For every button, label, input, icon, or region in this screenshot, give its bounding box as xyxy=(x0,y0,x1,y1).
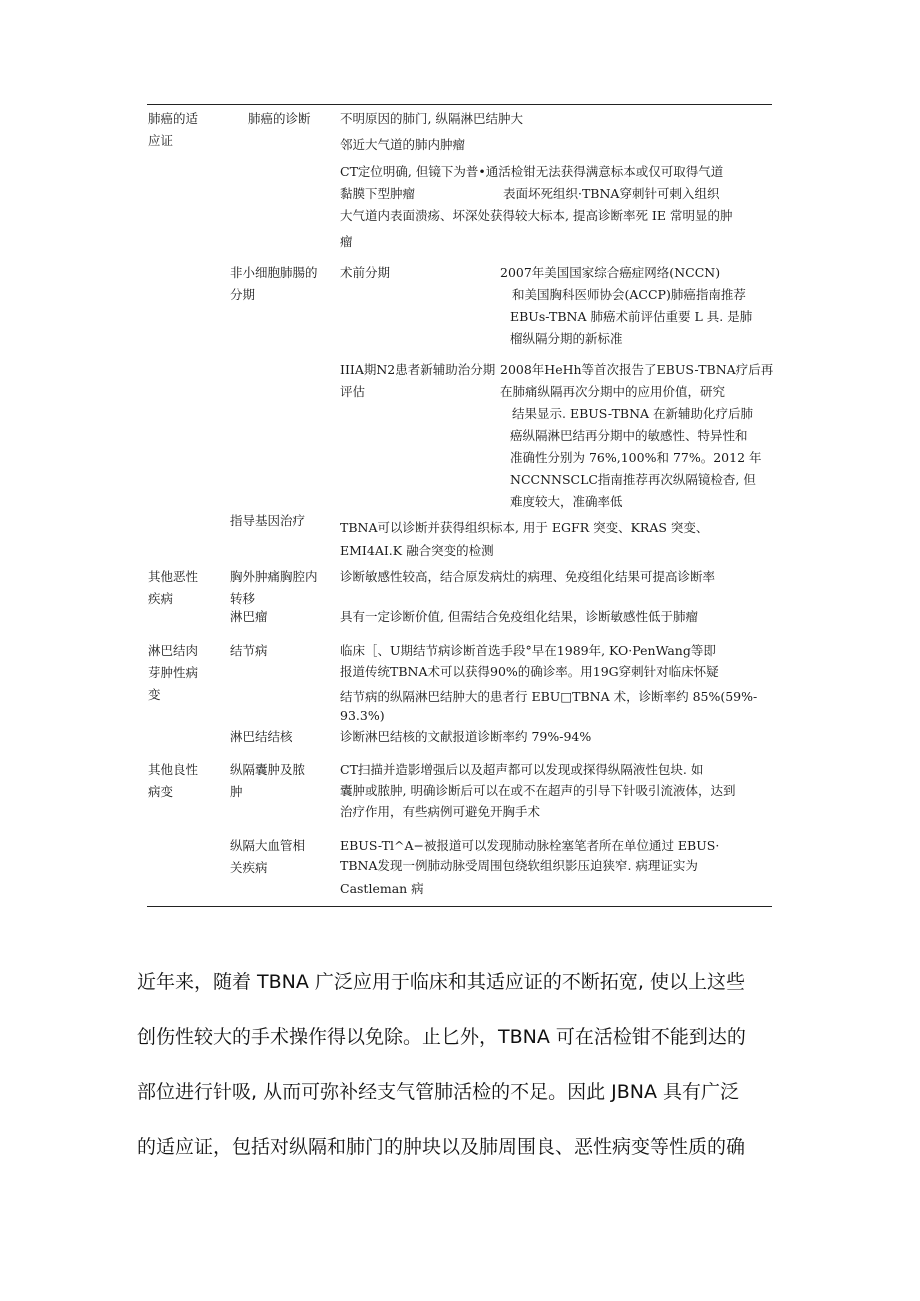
paragraph-line: 部位进行针吸, 从而可弥补经支气管肺活检的不足。因此 JBNA 具有广泛 xyxy=(137,1081,740,1103)
detail-line: 具有一定诊断价值, 但需结合免疫组化结果，诊断敏感性低于肺瘤 xyxy=(340,609,698,624)
detail-line: 表面坏死组织·TBNA穿刺针可剌入组织 xyxy=(503,186,720,201)
table-top-rule xyxy=(147,104,772,105)
detail-line: 囊肿或脓肿, 明确诊断后可以在或不在超声的引导下针吸引流液体，达到 xyxy=(340,783,736,798)
subcategory-cell: 纵隔囊肿及脓肿 xyxy=(230,762,306,799)
detail-line: CT扫描并造影增强后以及超声都可以发现或探得纵隔液性包块. 如 xyxy=(340,762,704,777)
entry-desc-line: 2008年HeHh等首次报告了EBUS-TBNA疗后再 xyxy=(500,362,774,377)
entry-label: 术前分期 xyxy=(340,265,391,280)
detail-line: 93.3%) xyxy=(340,708,385,723)
detail-line: Castleman 病 xyxy=(340,881,424,896)
detail-line: CT定位明确, 但镜下为普•通活检钳无法获得满意标本或仅可取得气道 xyxy=(340,164,724,179)
detail-line: 诊断淋巴结核的文献报道诊断率约 79%-94% xyxy=(340,729,592,744)
entry-desc-line: 2007年美国国家综合癌症网络(NCCN) xyxy=(500,265,721,280)
detail-line: EBUS-Tl^A−被报道可以发现肺动脉栓塞笔者所在单位通过 EBUS· xyxy=(340,838,720,853)
subcategory-cell: 结节病 xyxy=(230,643,268,658)
detail-line: 瘤 xyxy=(340,234,353,249)
detail-line: 邻近大气道的肺内肿瘤 xyxy=(340,137,466,152)
category-cell: 其他恶性疾病 xyxy=(148,569,199,606)
detail-line: 报道传统TBNA术可以获得90%的确诊率。用19G穿刺针对临床怀疑 xyxy=(340,664,719,679)
entry-desc-line: 结果显示. EBUS-TBNA 在新辅助化疗后肺 xyxy=(512,406,754,421)
subcategory-cell: 淋巴结结核 xyxy=(230,729,293,744)
paragraph-line: 近年来，随着 TBNA 广泛应用于临床和其适应证的不断拓宽, 使以上这些 xyxy=(137,971,746,993)
body-paragraph xyxy=(137,967,787,1187)
entry-desc-line: 榴纵隔分期的新标准 xyxy=(510,331,623,346)
detail-line: 黏膜下型肿瘤 xyxy=(340,186,416,201)
detail-line: 诊断敏感性较高，结合原发病灶的病理、免疫组化结果可提高诊断率 xyxy=(340,569,716,584)
paragraph-line: 创伤性较大的手术操作得以免除。止匕外，TBNA 可在活检钳不能到达的 xyxy=(137,1026,746,1048)
detail-line: 临床［、U期结节病诊断首选手段°早在1989年, KO·PenWang等即 xyxy=(340,643,716,658)
paragraph-line: 的适应证，包括对纵隔和肺门的肿块以及肺周围良、恶性病变等性质的确 xyxy=(137,1136,746,1158)
entry-desc-line: 癌纵隔淋巴结再分期中的敏感性、特异性和 xyxy=(510,428,748,443)
category-cell: 其他良性病变 xyxy=(148,762,199,799)
entry-desc-line: 在肺痛纵隔再次分期中的应用价值，研究 xyxy=(500,384,726,399)
table-bottom-rule xyxy=(147,906,772,907)
entry-desc-line: 难度较大，准确率低 xyxy=(510,494,623,509)
entry-desc-line: NCCNNSCLC指南推荐再次纵隔镜检杳, 但 xyxy=(510,472,756,487)
detail-line: TBNA可以诊断并获得组织标本, 用于 EGFR 突变、KRAS 突变、 xyxy=(340,520,709,535)
detail-line: TBNA发现一例肺动脉受周围包绕软组织影压迫狭窄. 病理证实为 xyxy=(340,858,698,873)
category-cell: 肺癌的适应证 xyxy=(148,111,199,148)
entry-desc-line: 准确性分别为 76%,100%和 77%。2012 年 xyxy=(510,450,762,465)
detail-line: EMI4AI.K 融合突变的检测 xyxy=(340,543,494,558)
entry-desc-line: EBUs-TBNA 肺癌术前评估重要 L 具. 是肺 xyxy=(510,309,753,324)
subcategory-cell: 纵隔大血管相关疾病 xyxy=(230,838,306,875)
entry-label: IIIA期N2患者新辅助治分期评估 xyxy=(340,362,496,399)
detail-line: 大气道内表面溃疡、坏深处获得较大标本, 提高诊断率死 IE 常明显的肿 xyxy=(340,208,733,223)
subcategory-cell: 指导基因治疗 xyxy=(230,513,306,528)
detail-line: 结节病的纵隔淋巴结肿大的患者行 EBU□TBNA 术，诊断率约 85%(59%- xyxy=(340,689,758,704)
subcategory-cell: 肺癌的诊断 xyxy=(248,111,311,126)
subcategory-cell: 非小细胞肺腸的分期 xyxy=(230,265,318,302)
entry-desc-line: 和美国胸科医师协会(ACCP)肺癌指南推荐 xyxy=(512,287,746,302)
subcategory-cell: 淋巴瘤 xyxy=(230,609,268,624)
category-cell: 淋巴结肉芽肿性病变 xyxy=(148,643,199,702)
subcategory-cell: 胸外肿痛胸腔内转移 xyxy=(230,569,318,606)
detail-line: 不明原因的肺门, 纵隔淋巴结肿大 xyxy=(340,111,523,126)
detail-line: 治疗作用，有些病例可避免开胸手术 xyxy=(340,804,541,819)
